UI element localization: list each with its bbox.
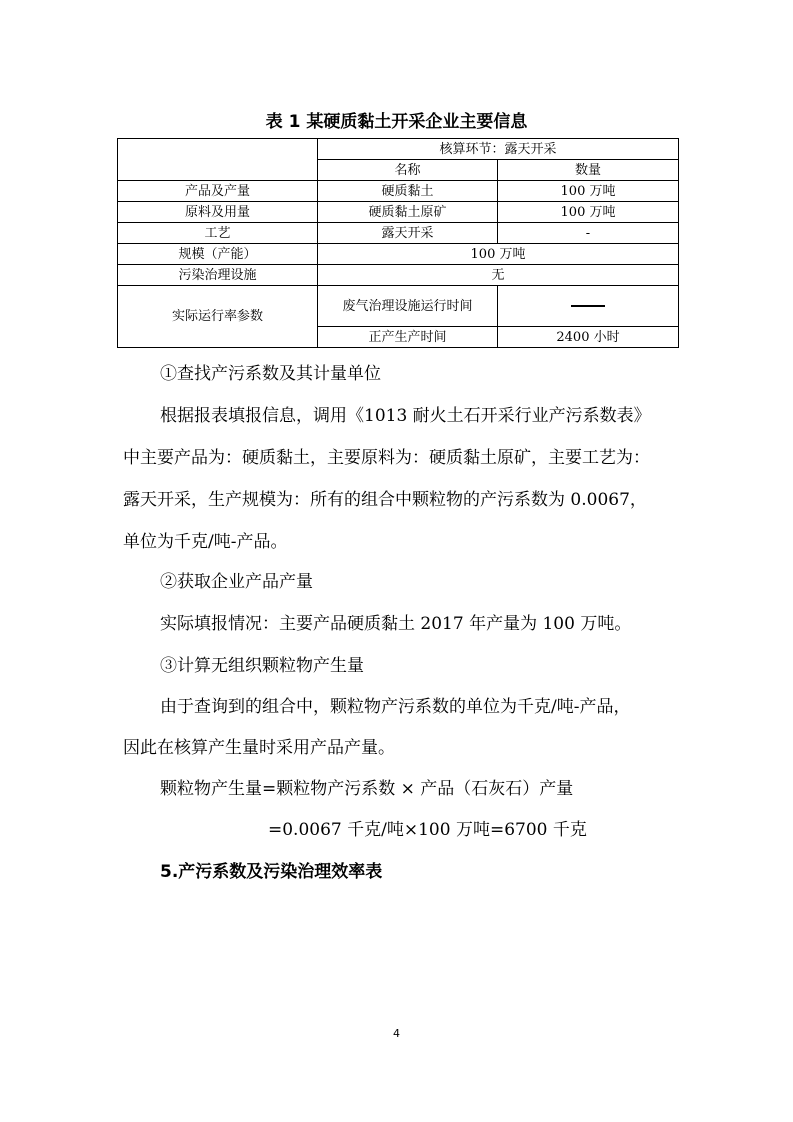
row-name: 硬质黏土原矿	[318, 202, 498, 223]
step3-heading: ③计算无组织颗粒物产生量	[160, 656, 364, 676]
column-header-qty: 数量	[498, 160, 679, 181]
prod-time-value: 2400 小时	[498, 327, 679, 348]
paragraph-line: 中主要产品为：硬质黏土，主要原料为：硬质黏土原矿，主要工艺为：	[123, 448, 650, 468]
row-qty: -	[498, 223, 679, 244]
paragraph-line: 由于查询到的组合中，颗粒物产污系数的单位为千克/吨-产品，	[160, 697, 631, 717]
row-name: 硬质黏土	[318, 181, 498, 202]
paragraph-line: 因此在核算产生量时采用产品产量。	[123, 738, 395, 758]
table-row	[118, 244, 679, 265]
row-qty: 100 万吨	[498, 202, 679, 223]
table-row	[118, 181, 679, 202]
section-heading: 5.产污系数及污染治理效率表	[160, 862, 383, 882]
table-row	[118, 265, 679, 286]
info-table	[117, 138, 679, 348]
table-row	[118, 202, 679, 223]
paragraph-line: 单位为千克/吨-产品。	[123, 532, 288, 552]
table-title: 表 1 某硬质黏土开采企业主要信息	[265, 112, 528, 132]
facility-label: 污染治理设施	[118, 265, 318, 286]
step2-heading: ②获取企业产品产量	[160, 572, 313, 592]
table-row	[118, 223, 679, 244]
row-label: 工艺	[118, 223, 318, 244]
facility-value: 无	[318, 265, 679, 286]
row-label: 产品及产量	[118, 181, 318, 202]
prod-time-label: 正产生产时间	[318, 327, 498, 348]
formula-line: =0.0067 千克/吨×100 万吨=6700 千克	[268, 820, 587, 840]
step1-heading: ①查找产污系数及其计量单位	[160, 364, 381, 384]
table-row	[118, 286, 679, 327]
formula-line: 颗粒物产生量=颗粒物产污系数 × 产品（石灰石）产量	[160, 779, 574, 799]
scale-value: 100 万吨	[318, 244, 679, 265]
page-number: 4	[393, 1027, 400, 1040]
table-corner-cell	[118, 139, 318, 181]
paragraph-line: 露天开采，生产规模为：所有的组合中颗粒物的产污系数为 0.0067，	[123, 490, 647, 510]
dash-line	[571, 305, 605, 307]
paragraph-line: 根据报表填报信息，调用《1013 耐火土石开采行业产污系数表》	[160, 406, 651, 426]
gas-time-label: 废气治理设施运行时间	[318, 286, 498, 327]
column-header-name: 名称	[318, 160, 498, 181]
gas-time-value	[498, 286, 679, 327]
table-row	[118, 139, 679, 160]
section-header-cell: 核算环节：露天开采	[318, 139, 679, 160]
scale-label: 规模（产能）	[118, 244, 318, 265]
row-name: 露天开采	[318, 223, 498, 244]
rate-label: 实际运行率参数	[118, 286, 318, 348]
row-label: 原料及用量	[118, 202, 318, 223]
paragraph-line: 实际填报情况：主要产品硬质黏土 2017 年产量为 100 万吨。	[160, 614, 632, 634]
row-qty: 100 万吨	[498, 181, 679, 202]
